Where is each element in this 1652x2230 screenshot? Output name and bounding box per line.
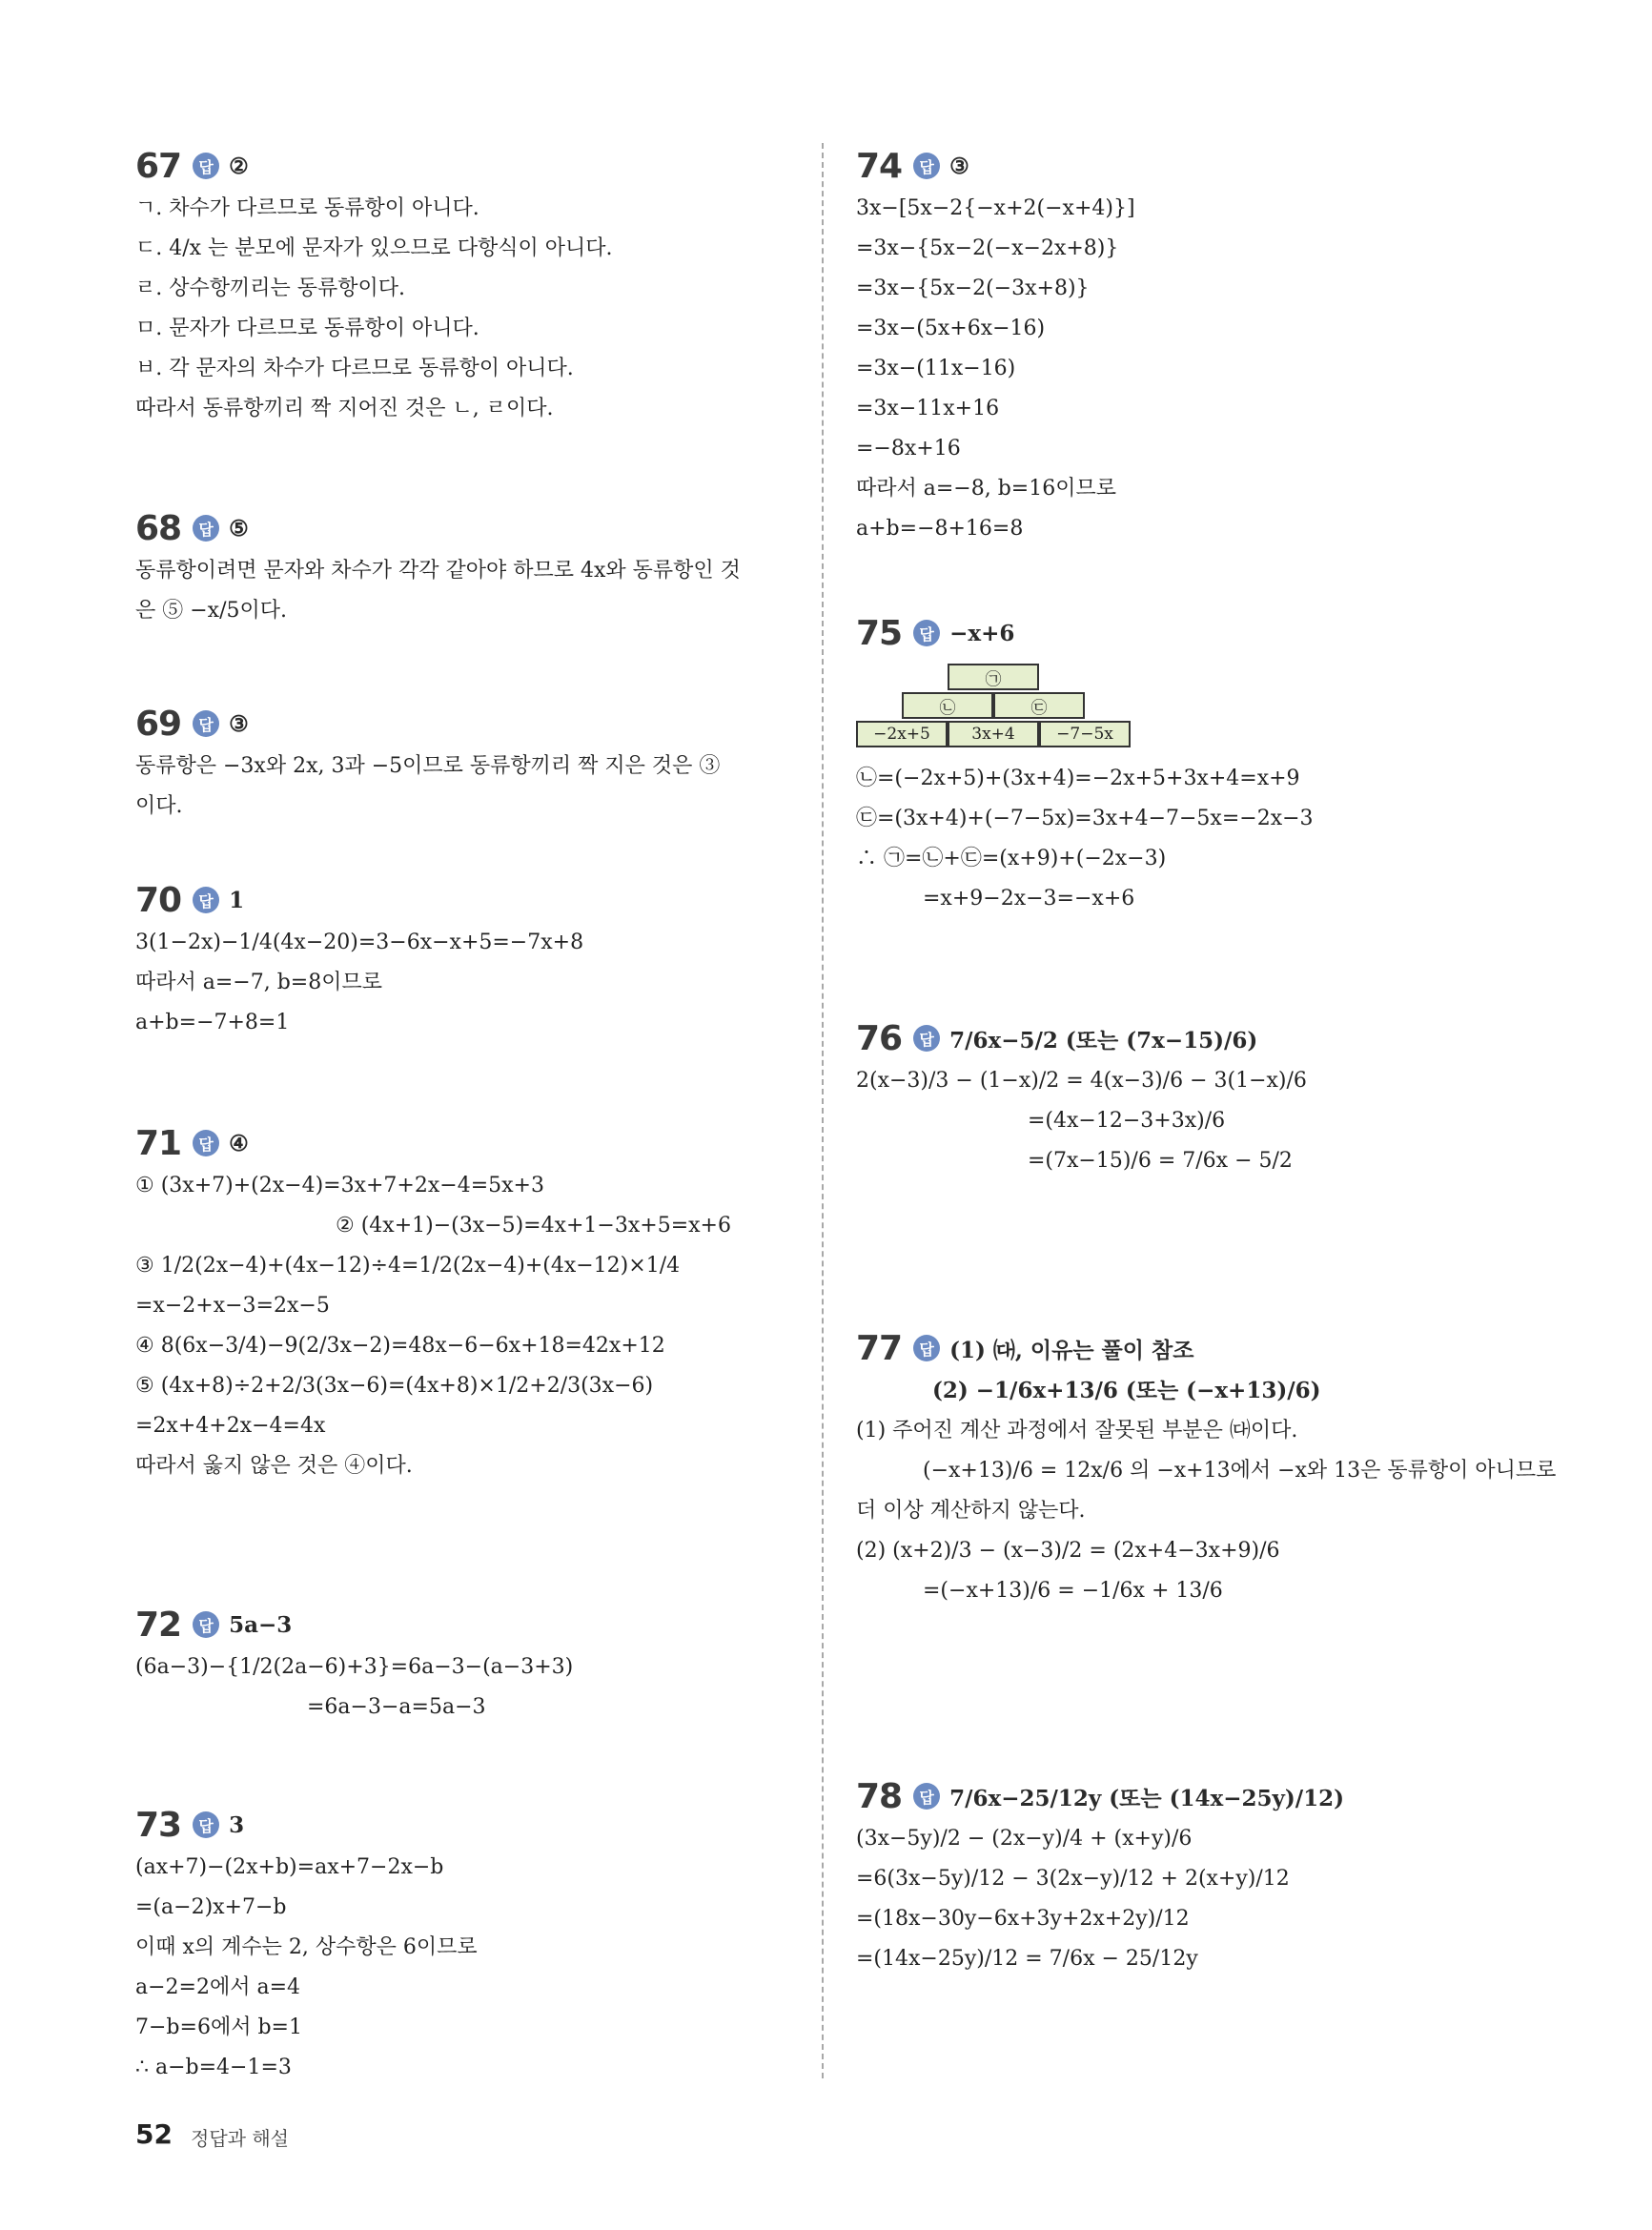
solution-line: 3(1−2x)−1/4(4x−20)=3−6x−x+5=−7x+8 — [135, 931, 584, 954]
solution-line: =6(3x−5y)/12 − 3(2x−y)/12 + 2(x+y)/12 — [856, 1867, 1290, 1891]
problem-header — [856, 143, 1523, 189]
problem-68 — [135, 505, 793, 631]
solution-line: 동류항은 −3x와 2x, 3과 −5이므로 동류항끼리 짝 지은 것은 ③ — [135, 754, 721, 778]
solution-line: (−x+13)/6 = 12x/6 의 −x+13에서 −x와 13은 동류항이 아니므로 — [923, 1459, 1557, 1483]
solution-line: 더 이상 계산하지 않는다. — [856, 1499, 1086, 1523]
answer-text: 7/6x−25/12y (또는 (14x−25y)/12) — [949, 1785, 1345, 1811]
solution-line: =(7x−15)/6 = 7/6x − 5/2 — [1028, 1149, 1293, 1173]
solution-line: 따라서 a=−8, b=16이므로 — [856, 477, 1116, 501]
problem-number: 75 — [856, 613, 903, 653]
answer-badge-icon: 답 — [193, 515, 219, 542]
answer-text: ④ — [229, 1130, 249, 1156]
problem-number: 70 — [135, 880, 182, 920]
problem-header — [856, 1325, 1523, 1371]
answer-text: ③ — [949, 153, 969, 179]
pyramid-diagram — [856, 664, 1132, 749]
solution-line: (6a−3)−{1/2(2a−6)+3}=6a−3−(a−3+3) — [135, 1655, 574, 1679]
solution-line: 따라서 동류항끼리 짝 지어진 것은 ㄴ, ㄹ이다. — [135, 397, 554, 420]
solution-line: 7−b=6에서 b=1 — [135, 2015, 302, 2039]
solution-line: 2(x−3)/3 − (1−x)/2 = 4(x−3)/6 − 3(1−x)/6 — [856, 1069, 1307, 1093]
problem-75 — [856, 610, 1523, 919]
solution-line: =3x−{5x−2(−x−2x+8)} — [856, 236, 1119, 260]
problem-header — [856, 1773, 1523, 1819]
problem-71 — [135, 1120, 793, 1486]
problem-header — [135, 701, 793, 747]
solution-line: =2x+4+2x−4=4x — [135, 1414, 326, 1438]
answer-badge-icon: 답 — [913, 1025, 940, 1052]
problem-number: 71 — [135, 1123, 182, 1163]
solution-line: (1) 주어진 계산 과정에서 잘못된 부분은 ㈐이다. — [856, 1419, 1298, 1442]
solution-line: ∴ ㉠=㉡+㉢=(x+9)+(−2x−3) — [856, 847, 1167, 870]
answer-text: 3 — [229, 1811, 245, 1838]
answer-text: ⑤ — [229, 515, 249, 542]
solution-line: 이때 x의 계수는 2, 상수항은 6이므로 — [135, 1935, 478, 1959]
problem-header — [135, 143, 793, 189]
pyramid-cell: ㉢ — [993, 692, 1085, 719]
problem-69 — [135, 701, 793, 827]
solution-line: 3x−[5x−2{−x+2(−x+4)}] — [856, 196, 1135, 220]
problem-header — [135, 505, 793, 551]
problem-number: 68 — [135, 508, 182, 548]
solution-line: 은 ⑤ −x/5이다. — [135, 599, 287, 623]
answer-text-2: (2) −1/6x+13/6 (또는 (−x+13)/6) — [932, 1378, 1321, 1403]
problem-72 — [135, 1602, 793, 1728]
problem-header — [135, 1120, 793, 1166]
solution-line: 이다. — [135, 794, 183, 818]
solution-line: =(−x+13)/6 = −1/6x + 13/6 — [923, 1579, 1223, 1603]
footer-label: 정답과 해설 — [191, 2127, 289, 2150]
solution-line: a−2=2에서 a=4 — [135, 1975, 301, 1999]
problem-number: 78 — [856, 1776, 903, 1816]
solution-line: 따라서 옳지 않은 것은 ④이다. — [135, 1454, 413, 1478]
pyramid-cell: ㉡ — [902, 692, 993, 719]
solution-line: 동류항이려면 문자와 차수가 각각 같아야 하므로 4x와 동류항인 것 — [135, 559, 741, 583]
answer-badge-icon: 답 — [913, 1783, 940, 1810]
solution-line: =(a−2)x+7−b — [135, 1895, 287, 1919]
answer-badge-icon: 답 — [193, 887, 219, 913]
answer-text: (1) ㈐, 이유는 풀이 참조 — [949, 1337, 1194, 1363]
solution-line: ∴ a−b=4−1=3 — [135, 2056, 292, 2079]
answer-badge-icon: 답 — [193, 1611, 219, 1638]
pyramid-cell: 3x+4 — [948, 721, 1039, 747]
solution-line: =−8x+16 — [856, 437, 961, 460]
answer-badge-icon: 답 — [193, 1811, 219, 1838]
solution-line: =3x−(5x+6x−16) — [856, 317, 1046, 340]
problem-header — [856, 1015, 1523, 1061]
solution-line: ㅂ. 각 문자의 차수가 다르므로 동류항이 아니다. — [135, 357, 574, 380]
solution-line: a+b=−8+16=8 — [856, 517, 1024, 541]
problem-67 — [135, 143, 793, 429]
answer-text: 1 — [229, 887, 245, 913]
answer-badge-icon: 답 — [913, 1335, 940, 1361]
problem-number: 74 — [856, 146, 903, 186]
solution-line: =3x−11x+16 — [856, 397, 1000, 420]
problem-74 — [856, 143, 1523, 549]
solution-line: ② (4x+1)−(3x−5)=4x+1−3x+5=x+6 — [336, 1214, 731, 1238]
solution-line: =(4x−12−3+3x)/6 — [1028, 1109, 1226, 1133]
problem-number: 72 — [135, 1605, 182, 1645]
solution-line: =x−2+x−3=2x−5 — [135, 1294, 330, 1318]
answer-badge-icon: 답 — [913, 153, 940, 179]
answer-text: −x+6 — [949, 620, 1015, 646]
page-number: 52 — [135, 2118, 173, 2150]
answer-badge-icon: 답 — [193, 710, 219, 737]
problem-73 — [135, 1802, 793, 2088]
answer-text: 5a−3 — [229, 1611, 293, 1638]
problem-header — [135, 1602, 793, 1647]
problem-77 — [856, 1325, 1557, 1611]
problem-78 — [856, 1773, 1523, 1979]
solution-line: =x+9−2x−3=−x+6 — [923, 887, 1135, 910]
answer-badge-icon: 답 — [193, 153, 219, 179]
answer-badge-icon: 답 — [913, 620, 940, 646]
solution-line: =(18x−30y−6x+3y+2x+2y)/12 — [856, 1907, 1190, 1931]
solution-line: ③ 1/2(2x−4)+(4x−12)÷4=1/2(2x−4)+(4x−12)×1/4 — [135, 1254, 681, 1278]
solution-line: ㉢=(3x+4)+(−7−5x)=3x+4−7−5x=−2x−3 — [856, 807, 1314, 830]
problem-header — [856, 610, 1523, 656]
problem-number: 77 — [856, 1328, 903, 1368]
solution-line: ⑤ (4x+8)÷2+2/3(3x−6)=(4x+8)×1/2+2/3(3x−6) — [135, 1374, 654, 1398]
problem-number: 67 — [135, 146, 182, 186]
solution-line: ④ 8(6x−3/4)−9(2/3x−2)=48x−6−6x+18=42x+12 — [135, 1334, 665, 1358]
solution-line: 따라서 a=−7, b=8이므로 — [135, 971, 382, 994]
answer-text: ③ — [229, 710, 249, 737]
solution-line: (2) (x+2)/3 − (x−3)/2 = (2x+4−3x+9)/6 — [856, 1539, 1280, 1563]
problem-number: 76 — [856, 1018, 903, 1058]
solution-line: a+b=−7+8=1 — [135, 1011, 290, 1034]
problem-header — [135, 1802, 793, 1848]
solution-line: ㉡=(−2x+5)+(3x+4)=−2x+5+3x+4=x+9 — [856, 767, 1300, 790]
pyramid-cell: ㉠ — [948, 664, 1039, 690]
solution-line: =3x−{5x−2(−3x+8)} — [856, 276, 1090, 300]
problem-number: 69 — [135, 704, 182, 744]
column-divider — [822, 143, 824, 2078]
solution-line: =(14x−25y)/12 = 7/6x − 25/12y — [856, 1947, 1198, 1971]
solution-line: ㅁ. 문자가 다르므로 동류항이 아니다. — [135, 317, 479, 340]
solution-line: ㄷ. 4/x 는 분모에 문자가 있으므로 다항식이 아니다. — [135, 236, 613, 260]
solution-line: ① (3x+7)+(2x−4)=3x+7+2x−4=5x+3 — [135, 1174, 544, 1197]
problem-76 — [856, 1015, 1523, 1181]
answer-badge-icon: 답 — [193, 1130, 219, 1156]
problem-header — [135, 877, 793, 923]
solution-line: =3x−(11x−16) — [856, 357, 1016, 380]
pyramid-cell: −7−5x — [1039, 721, 1131, 747]
answer-text: 7/6x−5/2 (또는 (7x−15)/6) — [949, 1027, 1258, 1054]
pyramid-cell: −2x+5 — [856, 721, 948, 747]
solution-line: =6a−3−a=5a−3 — [307, 1695, 486, 1719]
answer-text: ② — [229, 153, 249, 179]
solution-line: (3x−5y)/2 − (2x−y)/4 + (x+y)/6 — [856, 1827, 1193, 1851]
solution-line: ㄱ. 차수가 다르므로 동류항이 아니다. — [135, 196, 479, 220]
solution-line: (ax+7)−(2x+b)=ax+7−2x−b — [135, 1855, 444, 1879]
solution-line: ㄹ. 상수항끼리는 동류항이다. — [135, 276, 405, 300]
problem-70 — [135, 877, 793, 1043]
problem-number: 73 — [135, 1805, 182, 1845]
